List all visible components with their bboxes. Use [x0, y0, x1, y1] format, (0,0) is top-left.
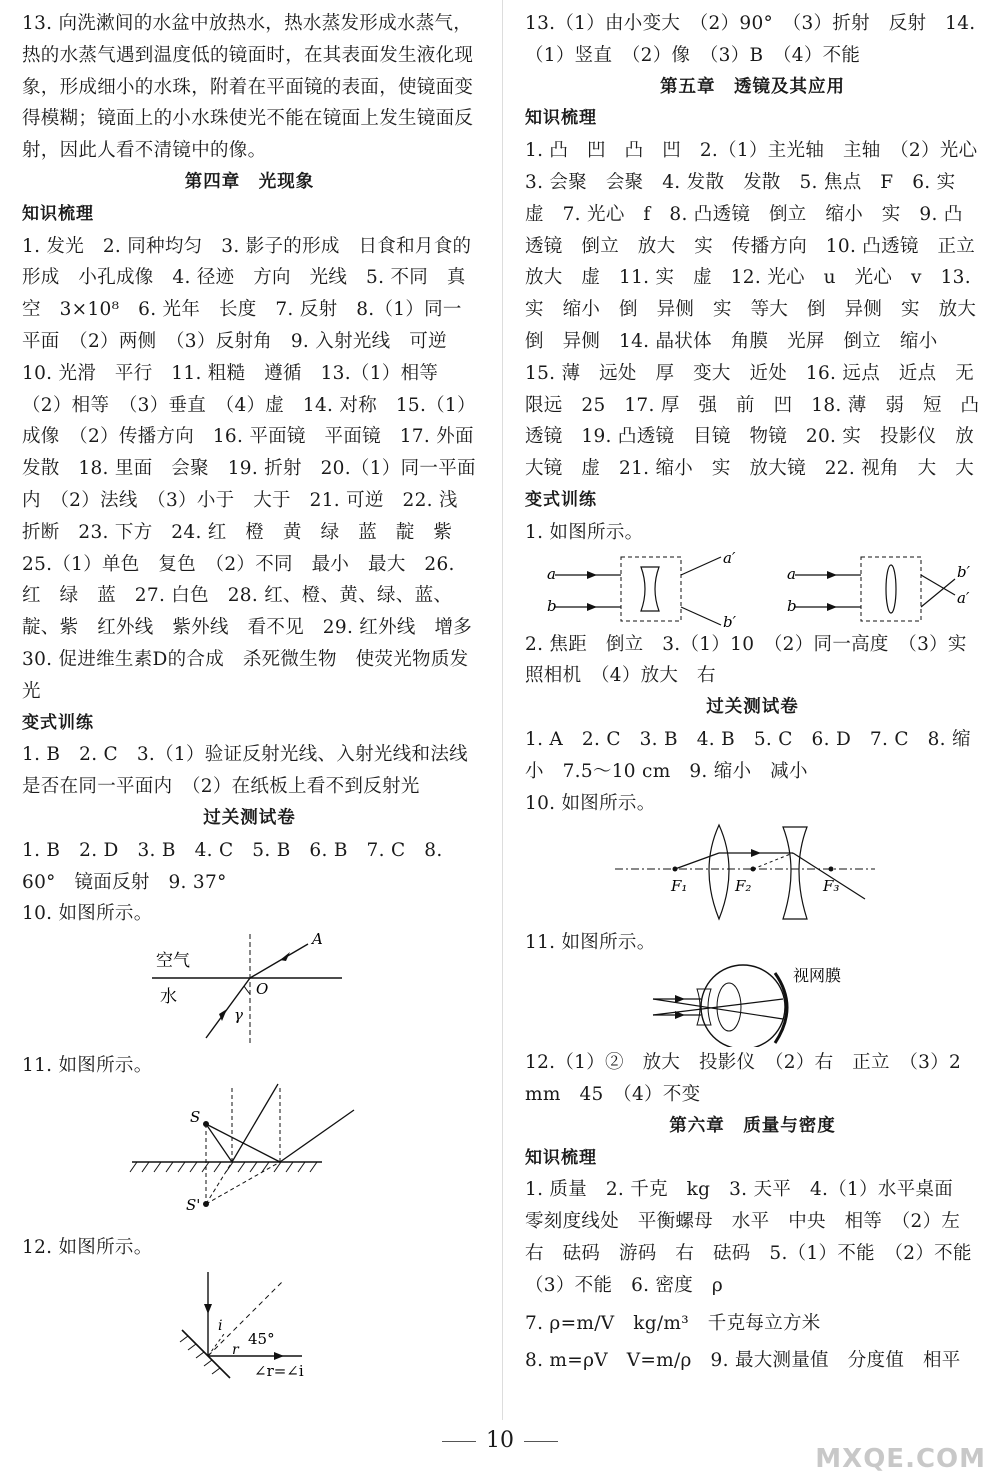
- figure-reflection-45: [22, 1264, 477, 1414]
- label-a-prime-2: a′: [957, 588, 970, 607]
- label-b-prime-2: b′: [957, 562, 971, 581]
- label-b-2: b: [787, 596, 797, 615]
- label-air: 空气: [156, 951, 190, 972]
- figure-two-lenses: [525, 819, 980, 927]
- question-11-label: 11. 如图所示。: [525, 932, 656, 954]
- label-i: i: [218, 1317, 223, 1334]
- right-column: [525, 8, 997, 1377]
- variant-training-heading: 变式训练: [22, 712, 94, 733]
- figure-eye-correction: [525, 959, 980, 1047]
- label-F3: F₃: [823, 877, 840, 896]
- question-10-label: 10. 如图所示。: [22, 903, 153, 925]
- chapter-4-test-answers: 1. B 2. D 3. B 4. C 5. B 6. B 7. C 8. 60° 镜面反射 9. 37°: [22, 839, 443, 893]
- label-gamma: γ: [234, 1006, 243, 1025]
- answer-13-text: 13. 向洗漱间的水盆中放热水，热水蒸发形成水蒸气，热的水蒸气遇到温度低的镜面时，在其表面发生液化现象，形成细小的水珠，附着在平面镜的表面，使镜面变得模糊；镜面上的小水珠使光不能在镜面上发生镜面反射，因此人看不清镜中的像。: [22, 13, 474, 162]
- figure-mirror-image: [22, 1082, 477, 1232]
- formula-mass-volume: 8. m=ρV V=m/ρ 9. 最大测量值 分度值 相平: [525, 1350, 961, 1372]
- chapter-5-test-answers: 1. A 2. C 3. B 4. B 5. C 6. D 7. C 8. 缩小 7.5～10 cm 9. 缩小 减小: [525, 728, 971, 782]
- chapter-4-variant-answers: 1. B 2. C 3.（1）验证反射光线、入射光线和法线是否在同一平面内 （2）在纸板上看不到反射光: [22, 744, 468, 798]
- chapter-5-test-answers-2: 12.（1）② 放大 投影仪 （2）右 正立 （3）2 mm 45 （4）不变: [525, 1052, 962, 1105]
- left-column: [22, 8, 493, 1414]
- test-paper-heading: 过关测试卷: [203, 807, 296, 828]
- label-a-2: a: [787, 564, 796, 583]
- page-number-text: 10: [486, 1428, 514, 1453]
- figure-refraction: [22, 930, 477, 1050]
- chapter-6-title: 第六章 质量与密度: [669, 1115, 836, 1136]
- chapter-4-knowledge-answers: 1. 发光 2. 同种均匀 3. 影子的形成 日食和月食的形成 小孔成像 4. 径迹 方向 光线 5. 不同 真空 3×10⁸ 6. 光年 长度 7. 反射 8.（1）同一平面 （2）两侧 （3）反射角 9. 入射光线 可逆 10. 光滑 平行 11. 粗糙 遵循 13.（1）相等 （2）相等 （3）垂直 （4）虚 14. 对称 15.（1）成像 （2）传播方向 16. 平面镜 平面镜 17. 外面 发散 18. 里面 会聚 19. 折射 20.（1）同一平面内 （2）法线 （3）小于 大于 21. 可逆 22. 浅 折断 23. 下方 24. 红 橙 黄 绿 蓝 靛 紫 25.（1）单色 复色 （2）不同 最小 最大 26. 红 绿 蓝 27. 白色 28. 红、橙、黄、绿、蓝、靛、紫 红外线 紫外线 看不见 29. 红外线 增多 30. 促进维生素D的合成 杀死微生物 使荧光物质发光: [22, 235, 493, 702]
- question-11-label: 11. 如图所示。: [22, 1055, 153, 1077]
- label-F2: F₂: [735, 877, 752, 896]
- label-45: 45°: [248, 1329, 275, 1348]
- label-O: O: [256, 980, 269, 999]
- question-12-label: 12. 如图所示。: [22, 1236, 153, 1258]
- chapter-4-tail-answers: 13.（1）由小变大 （2）90° （3）折射 反射 14.（1）竖直 （2）像 （3）B （4）不能: [525, 13, 976, 66]
- knowledge-heading: 知识梳理: [525, 108, 597, 129]
- test-paper-heading: 过关测试卷: [706, 697, 799, 718]
- figure-lens-boxes: [525, 549, 980, 629]
- label-angle-eq: ∠r=∠i: [254, 1361, 304, 1380]
- knowledge-heading-2: 知识梳理: [525, 1147, 597, 1168]
- formula-density: 7. ρ=m/V kg/m³ 千克每立方米: [525, 1312, 821, 1334]
- chapter-5-title: 第五章 透镜及其应用: [660, 76, 845, 97]
- label-b: b: [547, 596, 557, 615]
- label-S-image: S': [186, 1195, 201, 1214]
- label-r: r: [232, 1341, 239, 1358]
- watermark-logo: MXQE.COM: [815, 1444, 986, 1474]
- chapter-4-title: 第四章 光现象: [184, 171, 315, 192]
- label-a-prime: a′: [723, 548, 736, 567]
- column-divider: [502, 0, 503, 1420]
- label-b-prime: b′: [723, 612, 737, 629]
- variant-training-heading: 变式训练: [525, 489, 597, 510]
- label-water: 水: [160, 987, 177, 1008]
- label-retina: 视网膜: [793, 966, 842, 986]
- chapter-6-knowledge-answers: 1. 质量 2. 千克 kg 3. 天平 4.（1）水平桌面 零刻度线处 平衡螺母 水平 中央 相等 （2）左 右 砝码 游码 右 砝码 5.（1）不能 （2）不能 （3）不能 6. 密度 ρ: [525, 1179, 991, 1296]
- label-F1: F₁: [671, 877, 688, 896]
- chapter-5-knowledge-answers: 1. 凸 凹 凸 凹 2.（1）主光轴 主轴 （2）光心 3. 会聚 会聚 4. 发散 发散 5. 焦点 F 6. 实 虚 7. 光心 f 8. 凸透镜 倒立 缩小 实 9. 凸透镜 倒立 放大 实 传播方向 10. 凸透镜 正立 放大 虚 11. 实 虚 12. 光心 u 光心 v 13. 实 缩小 倒 异侧 实 等大 倒 异侧 实 放大 倒 异侧 14. 晶状体 角膜 光屏 倒立 缩小 15. 薄 远处 厚 变大 近处 16. 远点 近点 无限远 25 17. 厚 强 前 凹 18. 薄 弱 短 凸透镜 19. 凸透镜 目镜 物镜 20. 实 投影仪 放大镜 虚 21. 缩小 实 放大镜 22. 视角 大 大: [525, 140, 997, 480]
- label-a: a: [547, 564, 556, 583]
- knowledge-heading: 知识梳理: [22, 203, 94, 224]
- chapter-5-variant-answers: 2. 焦距 倒立 3.（1）10 （2）同一高度 （3）实 照相机 （4）放大 右: [525, 633, 986, 687]
- label-S: S: [190, 1107, 201, 1126]
- label-A: A: [312, 930, 323, 949]
- variant-q1-label: 1. 如图所示。: [525, 521, 644, 543]
- question-10-label: 10. 如图所示。: [525, 792, 656, 814]
